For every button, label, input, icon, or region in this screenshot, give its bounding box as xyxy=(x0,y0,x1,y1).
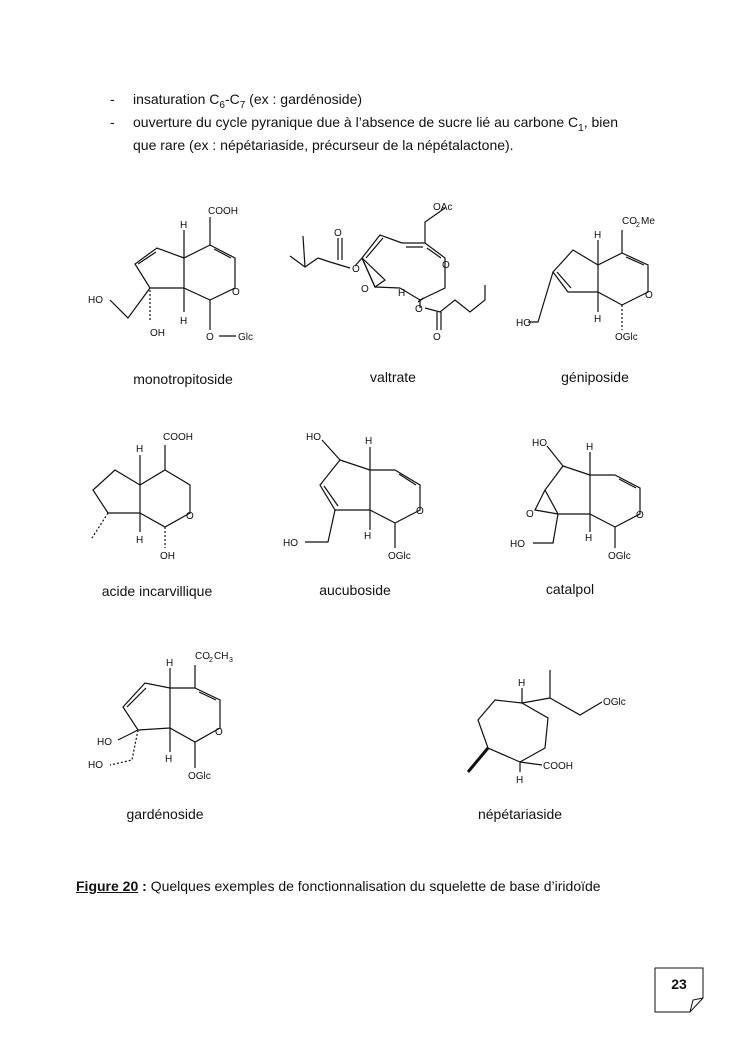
svg-text:2: 2 xyxy=(636,222,640,229)
structure-valtrate xyxy=(290,202,485,343)
svg-text:OH: OH xyxy=(150,328,165,339)
svg-text:COOH: COOH xyxy=(543,761,573,772)
svg-text:OGlc: OGlc xyxy=(608,551,631,562)
svg-text:H: H xyxy=(166,658,174,669)
svg-text:H: H xyxy=(364,531,372,542)
svg-text:HO: HO xyxy=(88,760,103,771)
svg-text:CH: CH xyxy=(214,651,229,662)
svg-text:H: H xyxy=(365,436,373,447)
svg-text:O: O xyxy=(232,287,240,298)
svg-text:O: O xyxy=(416,506,424,517)
svg-text:H: H xyxy=(136,444,144,455)
svg-text:O: O xyxy=(526,509,534,520)
svg-text:O: O xyxy=(334,228,342,239)
compound-name: népétariaside xyxy=(477,806,563,822)
svg-text:H: H xyxy=(594,314,602,325)
svg-text:Me: Me xyxy=(641,216,655,227)
svg-text:OGlc: OGlc xyxy=(388,551,411,562)
svg-text:O: O xyxy=(636,510,644,521)
svg-text:OH: OH xyxy=(160,551,175,562)
svg-text:H: H xyxy=(594,230,602,241)
svg-text:O: O xyxy=(442,260,450,271)
svg-text:CO: CO xyxy=(622,216,637,227)
bullet-item: - insaturation $C_6-C_7$ (ex : gardénoside) xyxy=(110,91,363,111)
svg-text:HO: HO xyxy=(532,438,547,449)
svg-text:OAc: OAc xyxy=(433,202,453,213)
svg-text:H: H xyxy=(180,220,188,231)
svg-text:HO: HO xyxy=(306,432,321,443)
svg-text:OGlc: OGlc xyxy=(603,697,626,708)
svg-text:HO: HO xyxy=(283,538,298,549)
svg-text:3: 3 xyxy=(229,657,233,664)
structure-gardenoside xyxy=(88,651,233,782)
compound-name: acide incarvillique xyxy=(101,583,213,599)
svg-text:O: O xyxy=(215,727,223,738)
svg-text:O: O xyxy=(352,264,360,275)
svg-text:HO: HO xyxy=(97,737,112,748)
compound-name: monotropitoside xyxy=(133,371,233,387)
svg-text:COOH: COOH xyxy=(208,206,238,217)
svg-text:OGlc: OGlc xyxy=(188,771,211,782)
structure-nepetariaside xyxy=(468,670,626,786)
svg-text:HO: HO xyxy=(88,295,103,306)
compound-name: catalpol xyxy=(545,581,595,597)
svg-text:H: H xyxy=(398,288,406,299)
svg-text:OGlc: OGlc xyxy=(615,332,638,343)
structure-aucuboside xyxy=(283,432,424,562)
compound-name: aucuboside xyxy=(319,582,391,598)
svg-text:H: H xyxy=(585,533,593,544)
svg-text:H: H xyxy=(136,535,144,546)
structure-catalpol xyxy=(510,438,644,562)
svg-text:HO: HO xyxy=(510,539,525,550)
svg-text:H: H xyxy=(180,316,188,327)
svg-text:O: O xyxy=(645,290,653,301)
compound-name: gardénoside xyxy=(126,806,204,822)
svg-text:Glc: Glc xyxy=(238,332,253,343)
page-number: 23 xyxy=(671,976,687,992)
svg-text:HO: HO xyxy=(516,318,531,329)
svg-text:COOH: COOH xyxy=(163,432,193,443)
svg-text:O: O xyxy=(361,284,369,295)
svg-text:O: O xyxy=(206,332,214,343)
figure-caption: Figure 20 : Quelques exemples de fonctionnalisation du squelette de base d’iridoïde xyxy=(76,878,601,894)
svg-text:O: O xyxy=(415,304,423,315)
svg-text:2: 2 xyxy=(209,657,213,664)
structure-monotropitoside xyxy=(88,206,253,343)
compound-name: valtrate xyxy=(370,369,416,385)
svg-text:H: H xyxy=(586,442,594,453)
svg-text:H: H xyxy=(518,678,526,689)
svg-text:O: O xyxy=(433,332,441,343)
svg-text:O: O xyxy=(186,511,194,522)
structure-geniposide xyxy=(516,216,655,343)
svg-text:H: H xyxy=(165,754,173,765)
bullet-item: - ouverture du cycle pyranique due à l’absence de sucre lié au carbone $C_1$, bien que rare (ex : népétariaside, précurseur de la népétalactone). xyxy=(110,114,618,153)
svg-text:H: H xyxy=(516,775,524,786)
compound-name: géniposide xyxy=(561,369,629,385)
structure-incarvillique xyxy=(92,432,194,562)
svg-text:CO: CO xyxy=(195,651,210,662)
